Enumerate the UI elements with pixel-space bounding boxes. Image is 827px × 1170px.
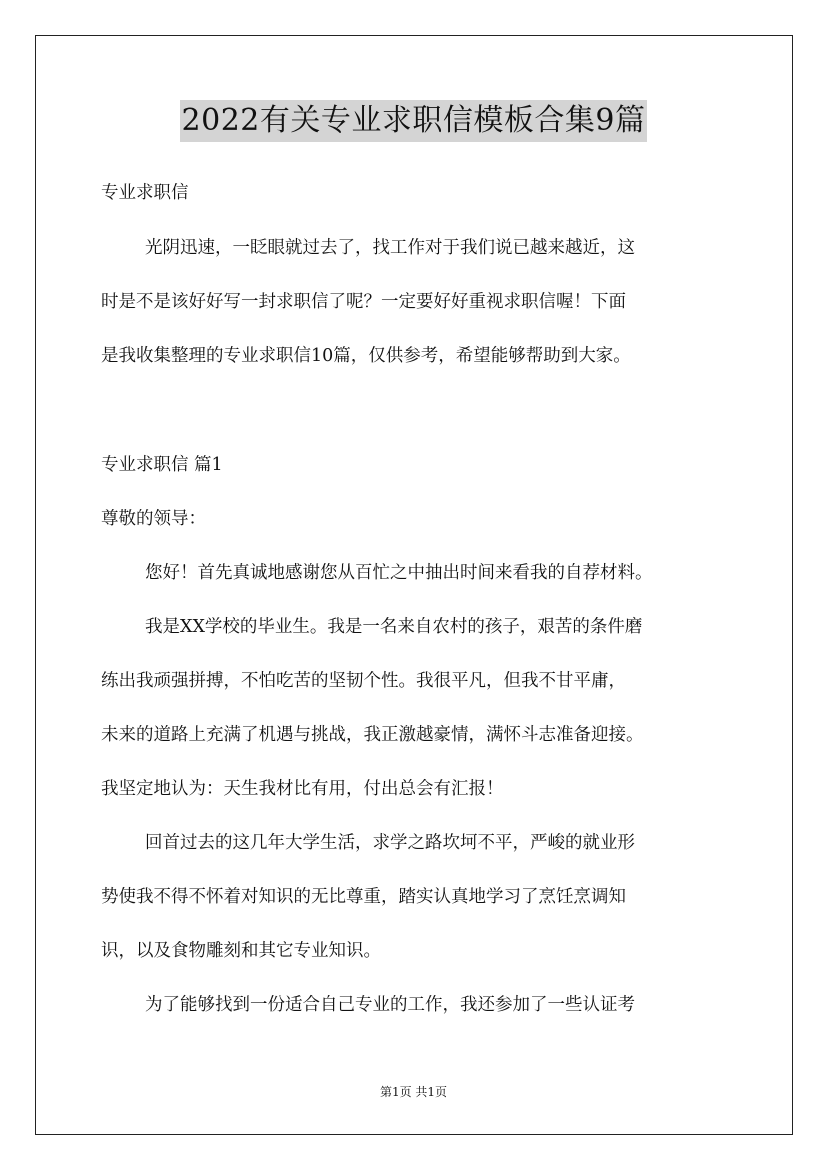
intro-line-2: 时是不是该好好写一封求职信了呢？一定要好好重视求职信喔！下面 xyxy=(101,292,626,312)
body-line-5: 我坚定地认为：天生我材比有用，付出总会有汇报！ xyxy=(101,779,504,799)
salutation: 尊敬的领导： xyxy=(101,509,206,529)
page-footer: 第1页 共1页 xyxy=(379,1085,448,1099)
document-title: 2022有关专业求职信模板合集9篇 xyxy=(180,100,648,142)
body-line-7: 势使我不得不怀着对知识的无比尊重，踏实认真地学习了烹饪烹调知 xyxy=(101,887,626,907)
title-container xyxy=(0,100,827,142)
body-line-2: 我是XX学校的毕业生。我是一名来自农村的孩子，艰苦的条件磨 xyxy=(145,617,643,637)
body-line-8: 识，以及食物雕刻和其它专业知识。 xyxy=(101,941,381,961)
body-line-6: 回首过去的这几年大学生活，求学之路坎坷不平，严峻的就业形 xyxy=(145,833,635,853)
intro-line-3: 是我收集整理的专业求职信10篇，仅供参考，希望能够帮助到大家。 xyxy=(101,346,631,366)
letter-heading: 专业求职信 篇1 xyxy=(101,455,223,475)
intro-line-1: 光阴迅速，一眨眼就过去了，找工作对于我们说已越来越近，这 xyxy=(145,238,635,258)
section-heading: 专业求职信 xyxy=(101,183,189,203)
body-line-1: 您好！首先真诚地感谢您从百忙之中抽出时间来看我的自荐材料。 xyxy=(145,563,653,583)
body-line-4: 未来的道路上充满了机遇与挑战，我正激越豪情，满怀斗志准备迎接。 xyxy=(101,725,644,745)
body-line-3: 练出我顽强拼搏，不怕吃苦的坚韧个性。我很平凡，但我不甘平庸， xyxy=(101,671,626,691)
body-line-9: 为了能够找到一份适合自己专业的工作，我还参加了一些认证考 xyxy=(145,995,635,1015)
